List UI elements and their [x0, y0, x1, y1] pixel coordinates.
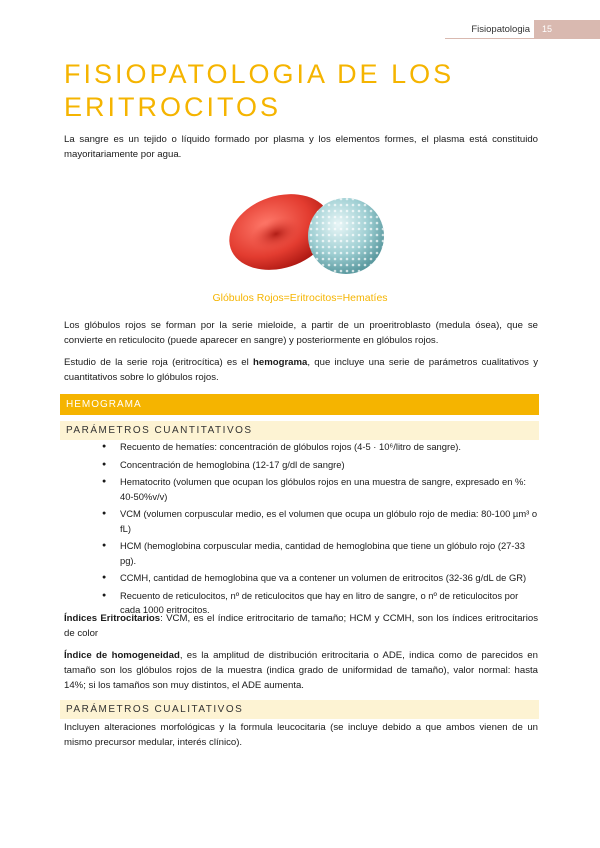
section-cualitativos: PARÁMETROS CUALITATIVOS [60, 700, 539, 719]
homogeneity-paragraph: Índice de homogeneidad, es la amplitud de distribución eritrocitaria o ADE, indica como de parecidos en tamaño son los glóbulos rojos de la muestra (indica grado de uniformidad de tamaño), valor normal: hasta 14%; si los tamaños son muy distintos, el ADE aumenta. [64, 650, 538, 691]
list-item: ● VCM (volumen corpuscular medio, es el volumen que ocupa un glóbulo rojo de media: 80-100 µm³ o fL) [64, 507, 538, 536]
indices-paragraph: Índices Eritrocitarios: VCM, es el índice eritrocitario de tamaño; HCM y CCMH, son los índices eritrocitarios de color [64, 613, 539, 639]
list-item: ● CCMH, cantidad de hemoglobina que va a contener un volumen de eritrocitos (32-36 g/dL de GR) [64, 571, 538, 586]
figure-caption: Glóbulos Rojos=Eritrocitos=Hematíes [212, 292, 388, 304]
list-item: ● Hematocrito (volumen que ocupan los glóbulos rojos en una muestra de sangre, expresado en %: 40-50%v/v) [64, 475, 538, 504]
formation-paragraph: Los glóbulos rojos se forman por la serie mieloide, a partir de un proeritroblasto (medula ósea), que se convierte en reticulocito (puede aparecer en sangre) y posteriormente en glóbulos rojos. [64, 320, 538, 346]
page-title: FISIOPATOLOGIA DE LOS ERITROCITOS [64, 59, 455, 122]
qualitative-paragraph: Incluyen alteraciones morfológicas y la formula leucocitaria (se incluye debido a que ambos vienen de un mismo precursor medular, interés clínico). [64, 722, 538, 748]
running-header: Fisiopatologia [471, 24, 530, 35]
intro-paragraph: La sangre es un tejido o líquido formado por plasma y los elementos formes, el plasma está constituido mayoritariamente por agua. [64, 134, 538, 160]
blood-cells-illustration [218, 184, 398, 280]
page-number: 15 [534, 20, 600, 38]
section-hemograma: HEMOGRAMA [60, 394, 539, 415]
hemograma-paragraph: Estudio de la serie roja (eritrocítica) es el hemograma, que incluye una serie de parámetros cualitativos y cuantitativos sobre lo glóbulos rojos. [64, 357, 538, 383]
header-rule [445, 38, 600, 39]
list-item: ● Recuento de reticulocitos, nº de reticulocitos que hay en litro de sangre, o nº de reticulocitos por cada 1000 eritrocitos. [64, 589, 538, 618]
section-cuantitativos: PARÁMETROS CUANTITATIVOS [60, 421, 539, 440]
quantitative-list [64, 440, 538, 621]
list-item: ● Recuento de hematíes: concentración de glóbulos rojos (4-5 · 10⁶/litro de sangre). [64, 440, 538, 455]
list-item: ● HCM (hemoglobina corpuscular media, cantidad de hemoglobina que tiene un glóbulo rojo (27-33 pg). [64, 539, 538, 568]
list-item: ● Concentración de hemoglobina (12-17 g/dl de sangre) [64, 458, 538, 473]
